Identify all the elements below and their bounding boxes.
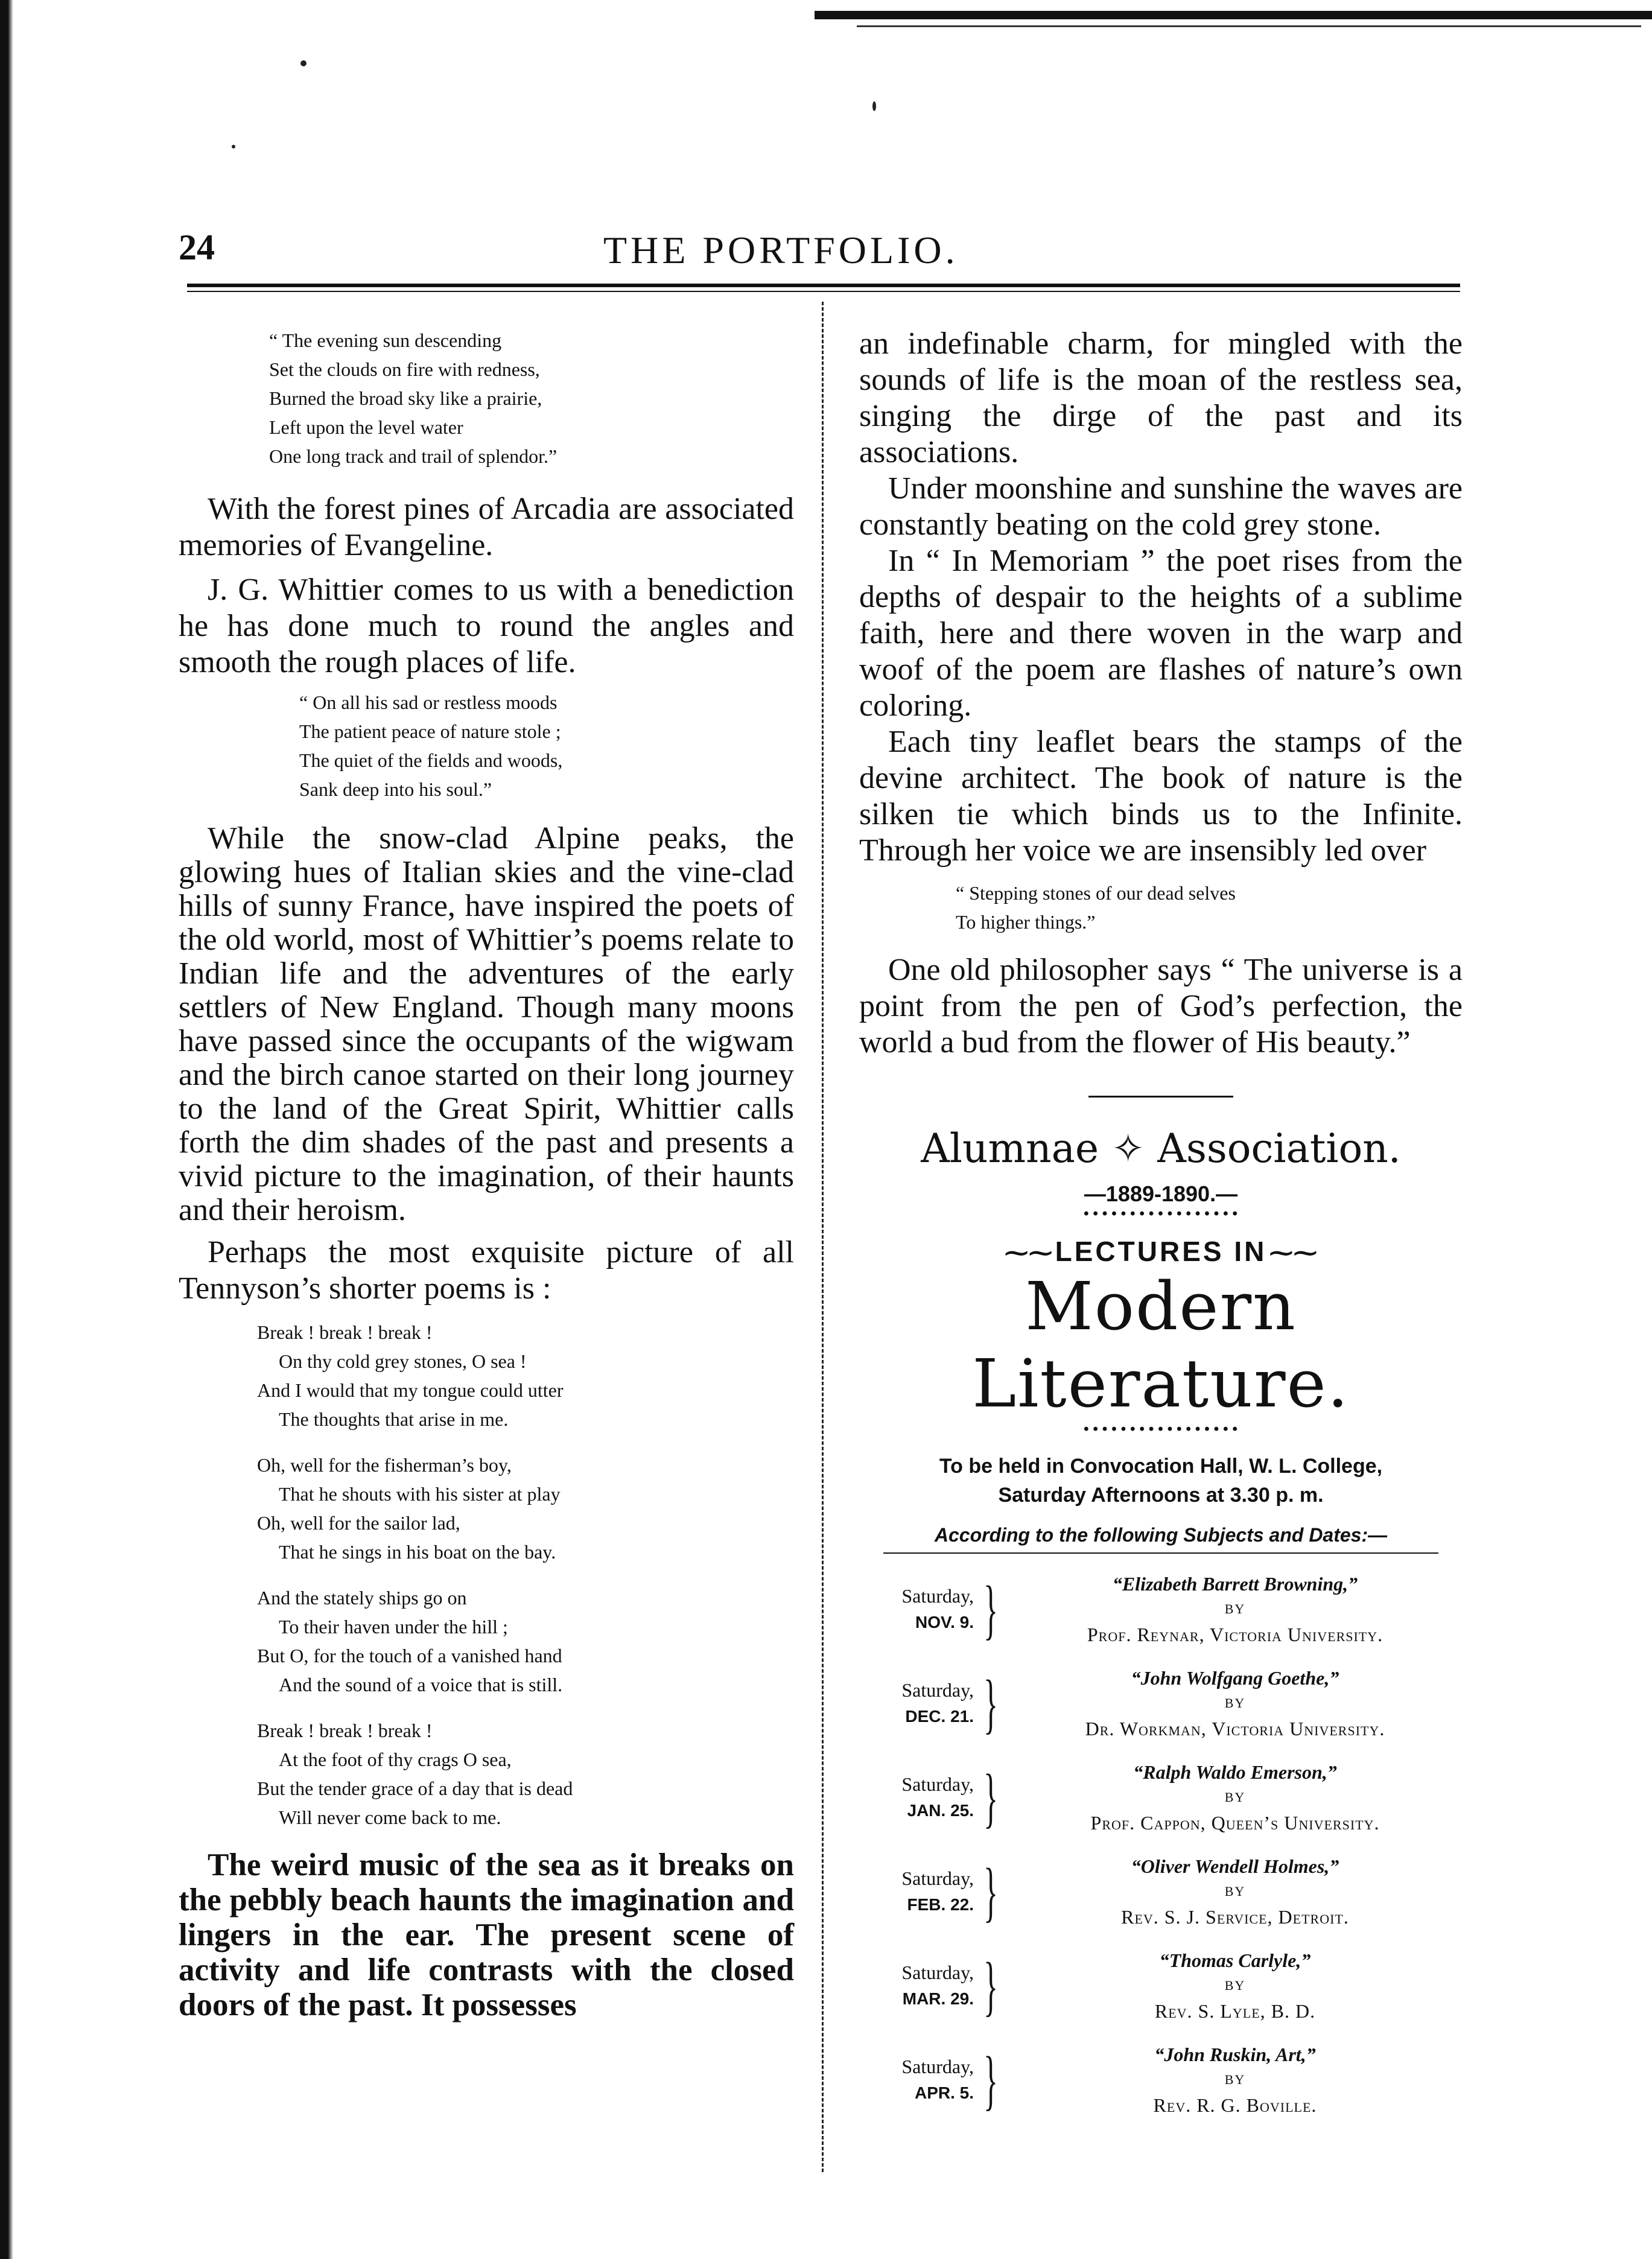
lecture-speaker: Prof. Cappon, Queen’s University. — [1090, 1812, 1380, 1834]
verse-line: The quiet of the fields and woods, — [299, 749, 563, 771]
lecture-speaker: Prof. Reynar, Victoria University. — [1087, 1624, 1384, 1645]
lecture-day: Saturday, — [901, 1679, 974, 1701]
lecture-info — [1008, 1759, 1463, 1835]
paragraph: With the forest pines of Arcadia are associated memories of Evangeline. — [179, 492, 794, 562]
verse-tennyson — [179, 1318, 794, 1832]
by-label: BY — [1224, 1601, 1246, 1616]
verse-line: Break ! break ! break ! — [257, 1321, 433, 1343]
lecture-day-date: FEB. 22. — [907, 1895, 974, 1914]
paragraph: Each tiny leaflet bears the stamps of the devine architect. The book of nature is the silken tie which binds us to the Infinite. Through her voice we are insensibly led over — [859, 725, 1463, 868]
lecture-entry — [859, 1562, 1463, 1656]
verse-line: That he sings in his boat on the bay. — [279, 1541, 556, 1563]
lecture-day: Saturday, — [901, 1585, 974, 1607]
paragraph: The weird music of the sea as it breaks on the pebbly beach haunts the imagination and lingers in the ear. The present scene of activity and life contrasts with the closed doors of the past. It possesses — [179, 1848, 794, 2022]
lecture-day-date: DEC. 21. — [905, 1707, 974, 1726]
verse-line: The thoughts that arise in me. — [279, 1408, 509, 1430]
lecture-entry — [859, 1844, 1463, 1939]
verse-line: Will never come back to me. — [279, 1806, 501, 1828]
paragraph: J. G. Whittier comes to us with a benediction he has done much to round the angles and smooth the rough places of life. — [179, 573, 794, 679]
lecture-topic: “Thomas Carlyle,” — [1159, 1949, 1311, 1971]
paragraph: In “ In Memoriam ” the poet rises from the depths of despair to the heights of a sublime faith, here and there woven in the warp and woof of the poem are flashes of nature’s own coloring. — [859, 544, 1463, 723]
flourish-icon: ⁓⁓ — [1269, 1239, 1318, 1266]
page-number: 24 — [179, 227, 215, 267]
ornament: ••••••••••••••••• — [1082, 1207, 1240, 1223]
paragraph: an indefinable charm, for mingled with the sounds of life is the moan of the restless sea, singing the dirge of the past and its associations. — [859, 326, 1463, 469]
lecture-day: Saturday, — [901, 1773, 974, 1795]
verse-line: But the tender grace of a day that is dead — [257, 1778, 573, 1799]
verse-line: One long track and trail of splendor.” — [269, 445, 558, 467]
paragraph: Perhaps the most exquisite picture of all Tennyson’s shorter poems is : — [179, 1235, 794, 1306]
lecture-speaker: Rev. S. Lyle, B. D. — [1154, 2000, 1316, 2022]
time-line: Saturday Afternoons at 3.30 p. m. — [998, 1484, 1324, 1507]
lecture-date — [859, 1865, 974, 1918]
verse-line: To higher things.” — [956, 911, 1096, 933]
verse-line: On thy cold grey stones, O sea ! — [279, 1350, 527, 1372]
years: —1889-1890.— — [1084, 1181, 1238, 1206]
verse-line: Oh, well for the sailor lad, — [257, 1512, 460, 1534]
brace-icon: } — [983, 1572, 998, 1646]
lecture-info — [1008, 1948, 1463, 2024]
verse-hiawatha — [179, 326, 794, 471]
lecture-day-date: APR. 5. — [914, 2083, 974, 2102]
header-rule — [187, 291, 1460, 292]
lecture-info — [1008, 1571, 1463, 1647]
speck — [300, 60, 307, 66]
lecture-day-date: MAR. 29. — [902, 1989, 974, 2008]
lecture-date — [859, 1771, 974, 1824]
verse-line: Sank deep into his soul.” — [299, 778, 492, 800]
lecture-date — [859, 1583, 974, 1636]
lecture-day: Saturday, — [901, 1867, 974, 1889]
ornament: ••••••••••••••••• — [1082, 1422, 1240, 1438]
lecture-date — [859, 1677, 974, 1730]
paragraph: While the snow-clad Alpine peaks, the glowing hues of Italian skies and the vine-clad hills of sunny France, have inspired the poets of the old world, most of Whittier’s poems relate to Indian life and the adventures of the early settlers of New England. Though many moons have passed since the occupants of the wigwam and the birch canoe started on their long journey to the land of the Great Spirit, Whittier calls forth the dim shades of the past and presents a vivid picture to the imagination, of their haunts and their heroism. — [179, 821, 794, 1227]
brace-icon: } — [983, 1666, 998, 1740]
lecture-day-date: NOV. 9. — [915, 1613, 974, 1632]
verse-line: And the stately ships go on — [257, 1587, 467, 1609]
verse-line: The patient peace of nature stole ; — [299, 720, 561, 742]
lecture-day: Saturday, — [901, 2056, 974, 2077]
brace-icon: } — [983, 2043, 998, 2117]
lecture-topic: “John Wolfgang Goethe,” — [1131, 1667, 1339, 1689]
lecture-series-title: Modern Literature. — [972, 1268, 1350, 1422]
brace-icon: } — [983, 1855, 998, 1928]
lecture-day: Saturday, — [901, 1962, 974, 1983]
right-column — [859, 326, 1463, 2127]
lecture-schedule — [859, 1562, 1463, 2127]
scan-edge-line — [857, 25, 1641, 27]
by-label: BY — [1224, 1884, 1246, 1899]
verse-line: “ Stepping stones of our dead selves — [956, 882, 1236, 904]
verse-line: Break ! break ! break ! — [257, 1720, 433, 1741]
left-column — [179, 326, 794, 2022]
lecture-date — [859, 2053, 974, 2106]
scan-edge-left — [0, 0, 13, 2259]
verse-line: At the foot of thy crags O sea, — [279, 1749, 512, 1770]
lectures-heading — [859, 1235, 1463, 1268]
verse-line: To their haven under the hill ; — [279, 1616, 508, 1638]
lecture-speaker: Rev. R. G. Boville. — [1153, 2094, 1317, 2116]
lecture-info — [1008, 1665, 1463, 1741]
lecture-speaker: Dr. Workman, Victoria University. — [1085, 1718, 1385, 1740]
lecture-topic: “John Ruskin, Art,” — [1154, 2044, 1316, 2065]
announcement — [859, 1125, 1463, 1554]
verse-whittier — [179, 688, 794, 804]
lecture-entry — [859, 2033, 1463, 2127]
speck — [232, 145, 235, 148]
lecture-topic: “Elizabeth Barrett Browning,” — [1112, 1573, 1358, 1595]
lecture-topic: “Oliver Wendell Holmes,” — [1131, 1855, 1339, 1877]
by-label: BY — [1224, 1790, 1246, 1805]
verse-line: “ On all his sad or restless moods — [299, 691, 558, 713]
verse-line: “ The evening sun descending — [269, 329, 502, 351]
paragraph: Under moonshine and sunshine the waves are constantly beating on the cold grey stone. — [859, 471, 1463, 542]
verse-line: Left upon the level water — [269, 416, 463, 438]
brace-icon: } — [983, 1761, 998, 1834]
verse-in-memoriam — [859, 878, 1463, 936]
verse-line: Burned the broad sky like a prairie, — [269, 387, 542, 409]
by-label: BY — [1224, 2072, 1246, 2087]
speck — [872, 101, 876, 111]
verse-line: And I would that my tongue could utter — [257, 1379, 564, 1401]
by-label: BY — [1224, 1978, 1246, 1993]
verse-line: Set the clouds on fire with redness, — [269, 358, 540, 380]
column-divider — [822, 302, 824, 2172]
by-label: BY — [1224, 1695, 1246, 1711]
lecture-info — [1008, 1854, 1463, 1930]
venue-line: To be held in Convocation Hall, W. L. College, — [939, 1455, 1383, 1478]
subjects-line: According to the following Subjects and Dates:— — [934, 1524, 1388, 1546]
lecture-info — [1008, 2042, 1463, 2118]
header-rule — [187, 284, 1460, 287]
verse-line: Oh, well for the fisherman’s boy, — [257, 1454, 512, 1476]
lecture-day-date: JAN. 25. — [907, 1801, 974, 1820]
verse-line: And the sound of a voice that is still. — [279, 1674, 563, 1695]
running-title: THE PORTFOLIO. — [603, 229, 959, 272]
lecture-topic: “Ralph Waldo Emerson,” — [1133, 1761, 1337, 1783]
brace-icon: } — [983, 1949, 998, 2022]
verse-line: That he shouts with his sister at play — [279, 1483, 561, 1505]
paragraph: One old philosopher says “ The universe is a point from the pen of God’s perfection, the world a bud from the flower of His beauty.” — [859, 953, 1463, 1060]
association-title: Alumnae ✧ Association. — [921, 1125, 1401, 1172]
lecture-entry — [859, 1656, 1463, 1750]
flourish-icon: ⁓⁓ — [1004, 1239, 1053, 1266]
lecture-entry — [859, 1939, 1463, 2033]
lecture-entry — [859, 1750, 1463, 1844]
lecture-speaker: Rev. S. J. Service, Detroit. — [1121, 1906, 1349, 1928]
lectures-in: LECTURES IN — [1055, 1236, 1267, 1267]
scan-edge-top — [815, 11, 1652, 19]
lecture-date — [859, 1959, 974, 2012]
verse-line: But O, for the touch of a vanished hand — [257, 1645, 562, 1666]
